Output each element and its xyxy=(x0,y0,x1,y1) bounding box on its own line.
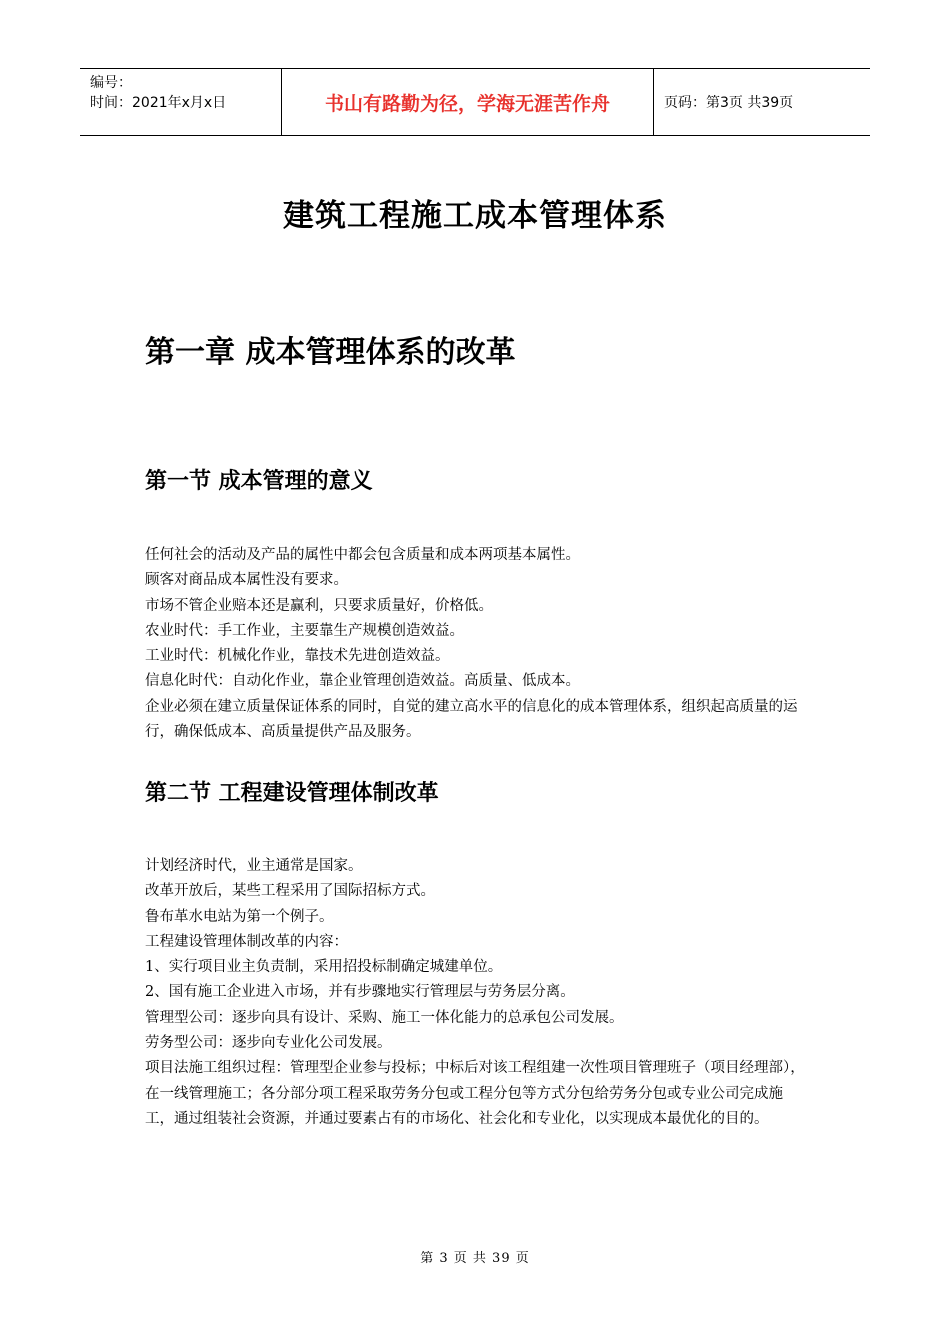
paragraph: 计划经济时代，业主通常是国家。 xyxy=(145,858,363,874)
page-footer: 第 3 页 共 39 页 xyxy=(420,1251,530,1266)
paragraph: 劳务型公司：逐步向专业化公司发展。 xyxy=(145,1035,392,1052)
paragraph: 1、实行项目业主负责制，采用招投标制确定城建单位。 xyxy=(145,959,503,976)
header-motto: 书山有路勤为径，学海无涯苦作舟 xyxy=(281,69,654,135)
header-page-info: 页码：第3页 共39页 xyxy=(664,95,794,111)
paragraph: 任何社会的活动及产品的属性中都会包含质量和成本两项基本属性。 xyxy=(145,547,580,563)
paragraph: 工业时代：机械化作业，靠技术先进创造效益。 xyxy=(145,648,450,665)
paragraph: 项目法施工组织过程：管理型企业参与投标；中标后对该工程组建一次性项目管理班子（项目经理部），在一线管理施工；各分部分项工程采取劳务分包或工程分包等方式分包给劳务分包或专业公司完成施工，通过组装社会资源，并通过要素占有的市场化、社会化和专业化，以实现成本最优化的目的。 xyxy=(145,1060,805,1127)
paragraph: 工程建设管理体制改革的内容： xyxy=(145,933,348,950)
paragraph: 2、国有施工企业进入市场，并有步骤地实行管理层与劳务层分离。 xyxy=(145,984,575,1001)
paragraph: 改革开放后，某些工程采用了国际招标方式。 xyxy=(145,883,435,900)
paragraph: 农业时代：手工作业，主要靠生产规模创造效益。 xyxy=(145,622,464,639)
paragraph: 企业必须在建立质量保证体系的同时，自觉的建立高水平的信息化的成本管理体系，组织起高质量的运行，确保低成本、高质量提供产品及服务。 xyxy=(145,698,798,741)
section-1-heading: 第一节 成本管理的意义 xyxy=(145,469,373,494)
section-2-body xyxy=(145,854,810,1132)
section-2-heading: 第二节 工程建设管理体制改革 xyxy=(145,781,439,806)
paragraph: 管理型公司：逐步向具有设计、采购、施工一体化能力的总承包公司发展。 xyxy=(145,1009,624,1026)
time-label: 时间：2021年x月x日 xyxy=(90,95,227,111)
chapter-heading: 第一章 成本管理体系的改革 xyxy=(145,335,516,370)
paragraph: 信息化时代：自动化作业，靠企业管理创造效益。高质量、低成本。 xyxy=(145,673,580,690)
paragraph: 市场不管企业赔本还是赢利，只要求质量好，价格低。 xyxy=(145,597,493,614)
document-title: 建筑工程施工成本管理体系 xyxy=(283,198,667,234)
paragraph: 鲁布革水电站为第一个例子。 xyxy=(145,908,334,925)
page-header xyxy=(80,68,870,136)
paragraph: 顾客对商品成本属性没有要求。 xyxy=(145,572,348,589)
header-meta xyxy=(80,69,281,135)
section-1-body xyxy=(145,543,810,745)
number-label: 编号： xyxy=(90,75,132,91)
